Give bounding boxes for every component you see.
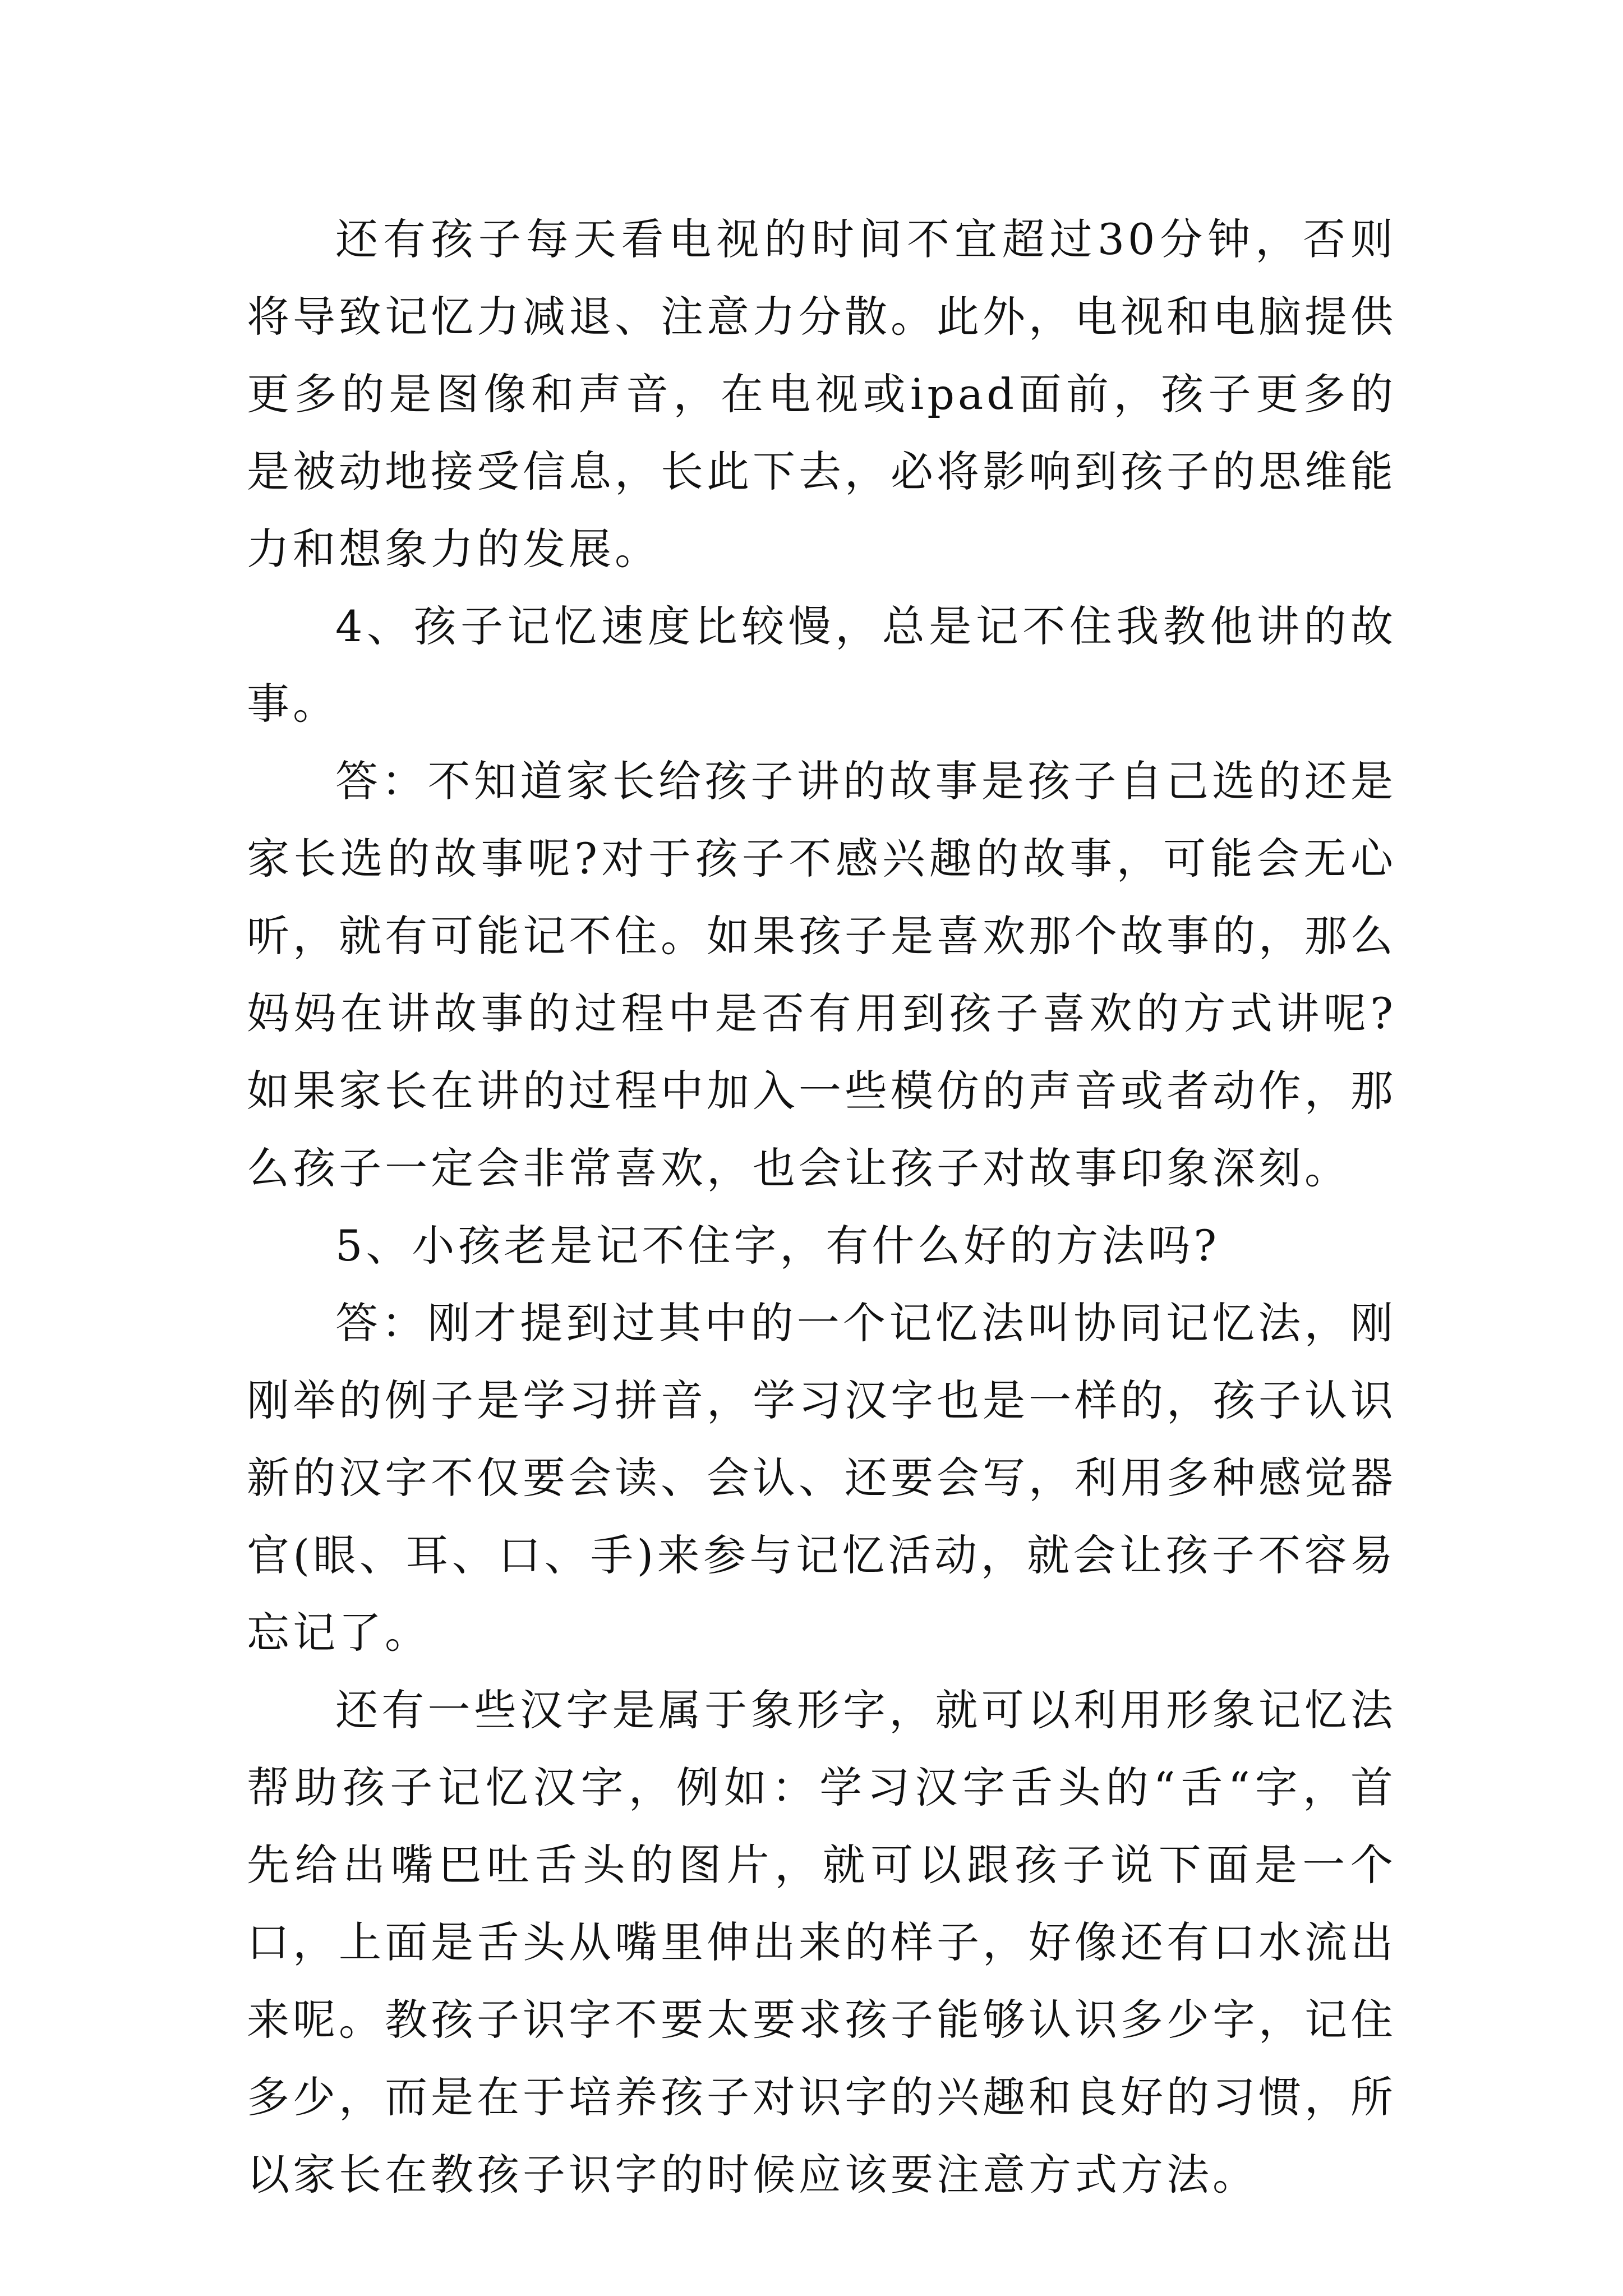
paragraph-pictographic-characters: 还有一些汉字是属于象形字，就可以利用形象记忆法帮助孩子记忆汉字，例如：学习汉字舌头的“舌“字，首先给出嘴巴吐舌头的图片，就可以跟孩子说下面是一个口，上面是舌头从嘴里伸出来的样子，好像还有口水流出来呢。教孩子识字不要太要求孩子能够认识多少字，记住多少，而是在于培养孩子对识字的兴趣和良好的习惯，所以家长在教孩子识字的时候应该要注意方式方法。	[247, 1685, 1396, 2200]
paragraph-tv-time: 还有孩子每天看电视的时间不宜超过30分钟，否则将导致记忆力减退、注意力分散。此外，电视和电脑提供更多的是图像和声音，在电视或ipad面前，孩子更多的是被动地接受信息，长此下去，必将影响到孩子的思维能力和想象力的发展。	[247, 214, 1396, 574]
question-5: 5、小孩老是记不住字，有什么好的方法吗?	[335, 1221, 1220, 1271]
document-body	[247, 201, 1396, 2214]
answer-4: 答：不知道家长给孩子讲的故事是孩子自己选的还是家长选的故事呢?对于孩子不感兴趣的故事，可能会无心听，就有可能记不住。如果孩子是喜欢那个故事的，那么妈妈在讲故事的过程中是否有用到孩子喜欢的方式讲呢?如果家长在讲的过程中加入一些模仿的声音或者动作，那么孩子一定会非常喜欢，也会让孩子对故事印象深刻。	[247, 756, 1396, 1193]
question-4: 4、孩子记忆速度比较慢，总是记不住我教他讲的故事。	[247, 601, 1396, 729]
answer-5: 答：刚才提到过其中的一个记忆法叫协同记忆法，刚刚举的例子是学习拼音，学习汉字也是一样的，孩子认识新的汉字不仅要会读、会认、还要会写，利用多种感觉器官(眼、耳、口、手)来参与记忆活动，就会让孩子不容易忘记了。	[247, 1298, 1396, 1658]
